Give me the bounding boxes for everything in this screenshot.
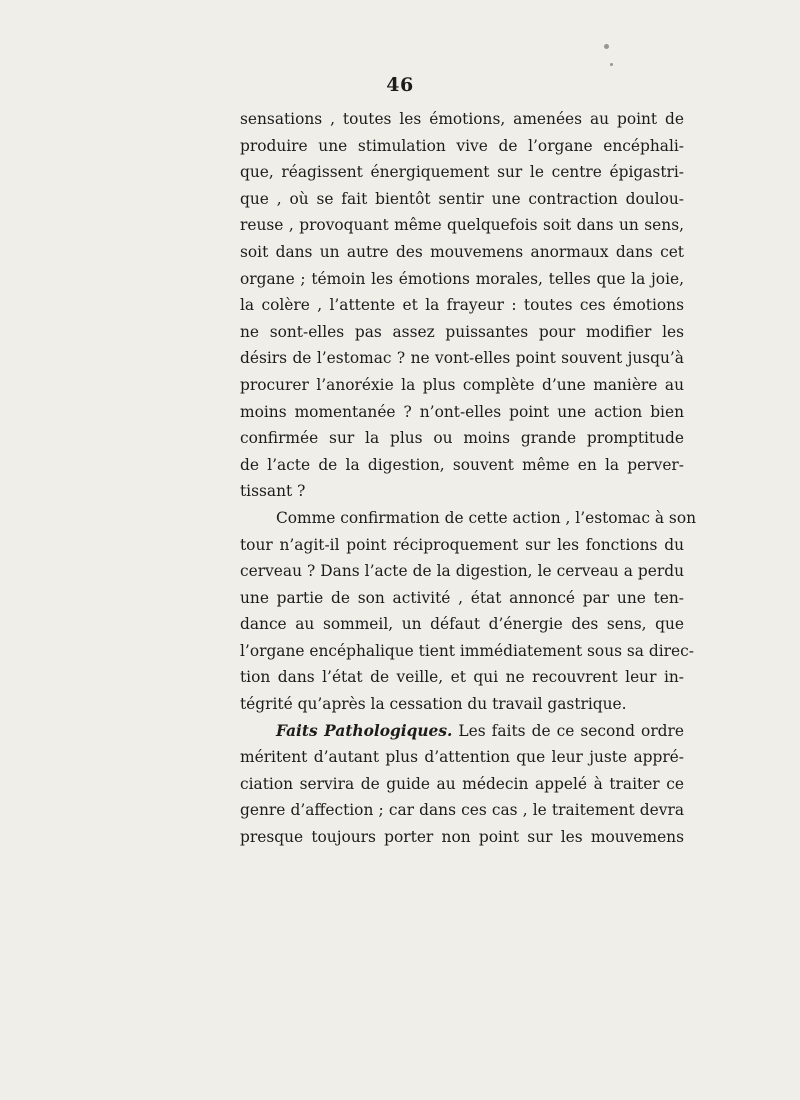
text-line: que, réagissent énergiquement sur le centre épigastri- xyxy=(240,163,684,182)
text-line: tégrité qu’après la cessation du travail gastrique. xyxy=(240,695,627,714)
paragraph-1 xyxy=(240,106,684,505)
text-line: ciation servira de guide au médecin appelé à traiter ce xyxy=(240,774,684,793)
text-line: ne sont-elles pas assez puissantes pour modifier les xyxy=(240,322,684,341)
text-line xyxy=(240,718,684,745)
page-number: 46 xyxy=(386,74,414,96)
text-line: soit dans un autre des mouvemens anormaux dans cet xyxy=(240,242,684,261)
text-line: presque toujours porter non point sur les mouvemens xyxy=(240,828,684,847)
text-line: cerveau ? Dans l’acte de la digestion, le cerveau a perdu xyxy=(240,562,684,581)
ink-speck xyxy=(604,44,609,49)
text-line: confirmée sur la plus ou moins grande promptitude xyxy=(240,429,684,448)
text-line: procurer l’anoréxie la plus complète d’une manière au xyxy=(240,375,684,394)
text-line: sensations , toutes les émotions, amenées au point de xyxy=(240,110,684,128)
text-line: désirs de l’estomac ? ne vont-elles point souvent jusqu’à xyxy=(240,349,684,368)
text-line: de l’acte de la digestion, souvent même en la perver- xyxy=(240,455,684,474)
heading-line-rest: Les faits de ce second ordre xyxy=(452,721,685,740)
text-line: genre d’affection ; car dans ces cas , le traitement devra xyxy=(240,801,684,820)
text-line: Comme confirmation de cette action , l’estomac à son xyxy=(276,508,697,527)
text-line: dance au sommeil, un défaut d’énergie des sens, que xyxy=(240,615,684,634)
text-line: reuse , provoquant même quelquefois soit dans un sens, xyxy=(240,216,684,235)
paragraph-3 xyxy=(240,718,684,851)
text-line: moins momentanée ? n’ont-elles point une action bien xyxy=(240,402,684,421)
text-line: tour n’agit-il point réciproquement sur les fonctions du xyxy=(240,535,684,554)
text-line: que , où se fait bientôt sentir une contraction doulou- xyxy=(240,189,684,208)
ink-speck xyxy=(610,63,613,66)
text-line: produire une stimulation vive de l’organe encéphali- xyxy=(240,136,684,155)
text-line: une partie de son activité , état annoncé par une ten- xyxy=(240,588,684,607)
text-line: l’organe encéphalique tient immédiatement sous sa direc- xyxy=(240,641,694,660)
text-line: la colère , l’attente et la frayeur : toutes ces émotions xyxy=(240,296,684,315)
text-line: méritent d’autant plus d’attention que leur juste appré- xyxy=(240,748,684,767)
text-line: tissant ? xyxy=(240,482,306,501)
paragraph-2 xyxy=(240,505,697,718)
section-heading: Faits Pathologiques. xyxy=(276,721,453,740)
text-line: organe ; témoin les émotions morales, telles que la joie, xyxy=(240,269,684,288)
body-text xyxy=(240,106,697,851)
text-line: tion dans l’état de veille, et qui ne recouvrent leur in- xyxy=(240,668,684,687)
